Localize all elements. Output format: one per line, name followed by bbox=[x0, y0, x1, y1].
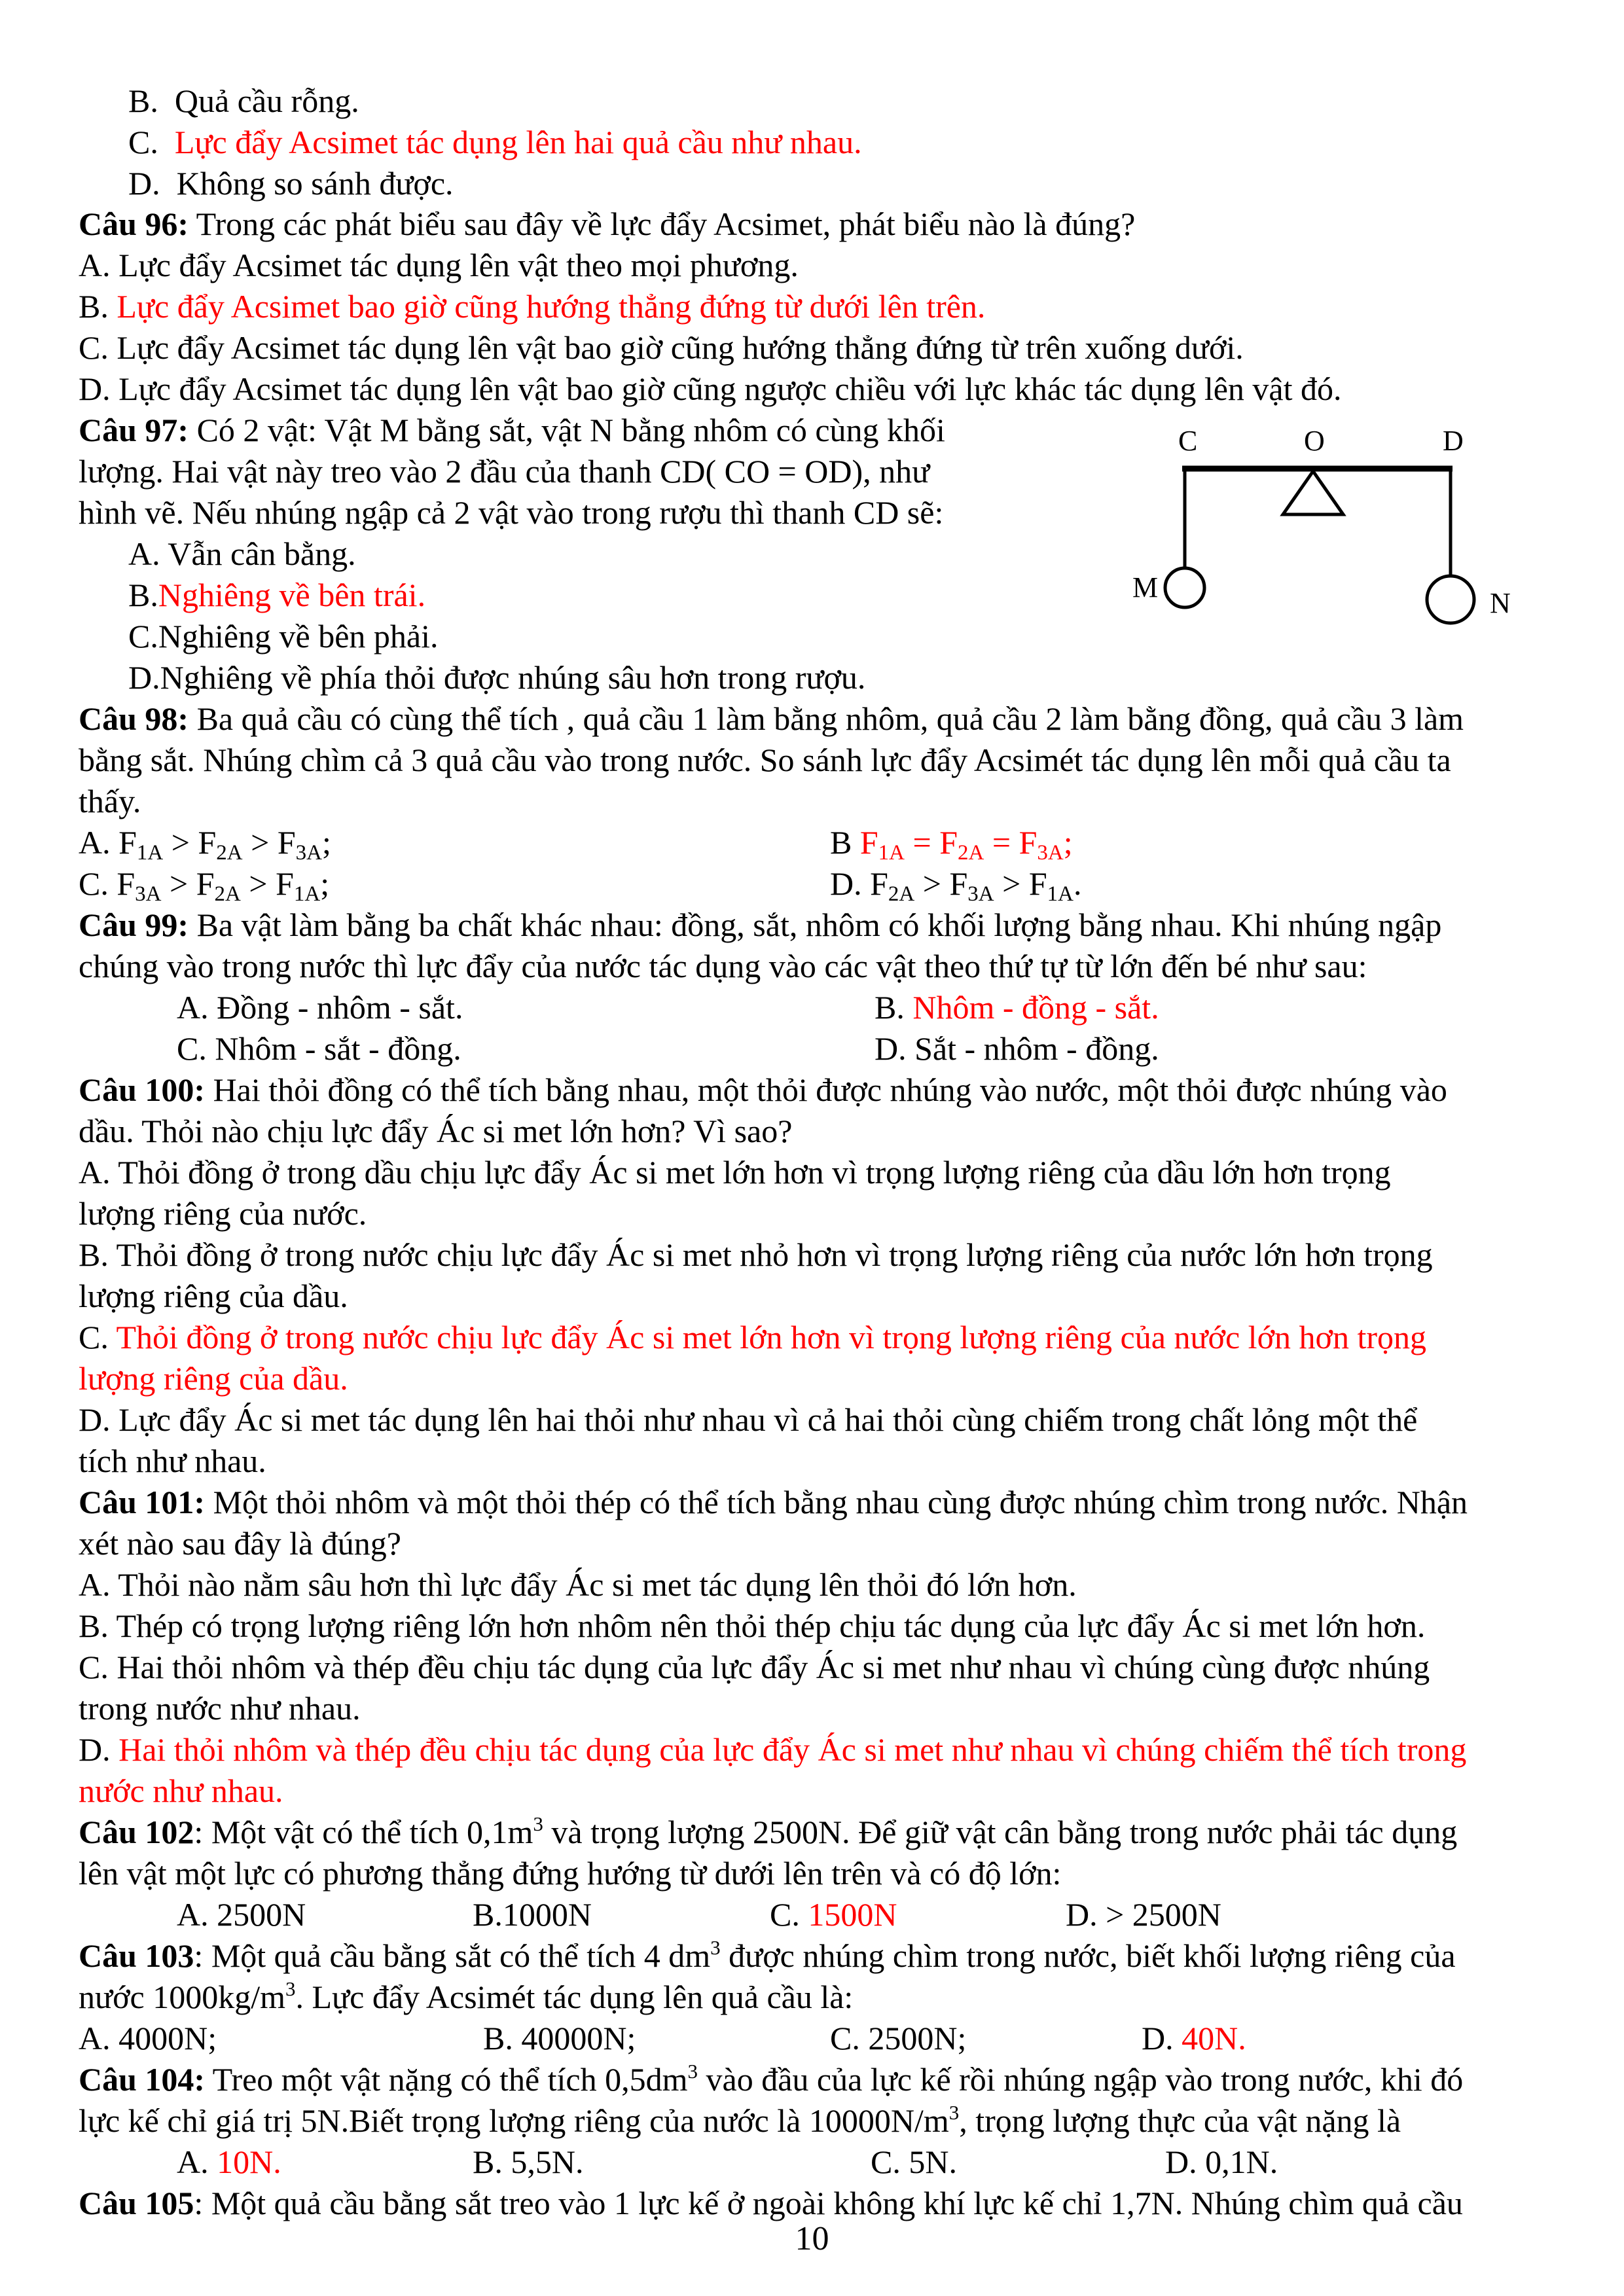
q103-label: Câu 103 bbox=[79, 1937, 194, 1974]
q99-label: Câu 99: bbox=[79, 906, 189, 943]
q104-label: Câu 104: bbox=[79, 2061, 206, 2098]
diagram-fulcrum bbox=[1283, 471, 1343, 514]
q96-label: Câu 96: bbox=[79, 206, 189, 242]
q95-option-c: C. Lực đẩy Acsimet tác dụng lên hai quả cầu như nhau. bbox=[128, 124, 862, 160]
q100-stem-2: dầu. Thỏi nào chịu lực đẩy Ác si met lớn hơn? Vì sao? bbox=[79, 1113, 793, 1149]
diagram-ball-m bbox=[1165, 568, 1204, 607]
q97-option-a: A. Vẫn cân bằng. bbox=[128, 535, 356, 572]
q103-stem-2: nước $1000kg/m^3$. Lực đẩy Acsimét tác dụng lên quả cầu là: bbox=[79, 1977, 854, 2015]
q104-option-c: C. 5N. bbox=[871, 2144, 957, 2180]
q100-option-a-1: A. Thỏi đồng ở trong dầu chịu lực đẩy Ác si met lớn hơn vì trọng lượng riêng của dầu lớn hơn trọng bbox=[79, 1154, 1391, 1191]
q101-option-d-1: D. Hai thỏi nhôm và thép đều chịu tác dụng của lực đẩy Ác si met như nhau vì chúng chiếm thể tích trong bbox=[79, 1731, 1467, 1768]
q99-option-b: B. Nhôm - đồng - sắt. bbox=[875, 989, 1159, 1026]
q101-option-c-2: trong nước như nhau. bbox=[79, 1690, 361, 1727]
q103-stem-1: Câu 103: Một quả cầu bằng sắt có thể tích 4 $dm^3$ được nhúng chìm trong nước, biết khối lượng riêng của bbox=[79, 1935, 1456, 1974]
q97-stem-1: Câu 97: Có 2 vật: Vật M bằng sắt, vật N bằng nhôm có cùng khối bbox=[79, 412, 945, 448]
q98-option-b: B $F_{1A} = F_{2A} = F_{3A}$; bbox=[830, 824, 1073, 865]
q98-option-c: C. $F_{3A} > F_{2A} > F_{1A}$; bbox=[79, 865, 330, 906]
diagram-label-d: D bbox=[1443, 425, 1464, 457]
q95-option-d: D. Không so sánh được. bbox=[128, 165, 454, 202]
q103-option-c: C. 2500N; bbox=[830, 2020, 967, 2056]
q101-stem-2: xét nào sau đây là đúng? bbox=[79, 1525, 401, 1562]
diagram-label-n: N bbox=[1490, 587, 1511, 619]
q101-option-b: B. Thép có trọng lượng riêng lớn hơn nhôm nên thỏi thép chịu tác dụng của lực đẩy Ác si met lớn hơn. bbox=[79, 1607, 1426, 1644]
q99-stem-1: Câu 99: Ba vật làm bằng ba chất khác nhau: đồng, sắt, nhôm có khối lượng bằng nhau. Khi nhúng ngập bbox=[79, 906, 1442, 943]
q100-option-b-2: lượng riêng của dầu. bbox=[79, 1278, 348, 1314]
q103-option-a: A. 4000N; bbox=[79, 2020, 217, 2056]
q102-option-c: C. 1500N bbox=[770, 1896, 897, 1933]
q102-option-b: B.1000N bbox=[473, 1896, 592, 1933]
q100-option-d-2: tích như nhau. bbox=[79, 1443, 266, 1479]
q104-stem-2: lực kế chỉ giá trị 5N.Biết trọng lượng riêng của nước là $10000N/m^3$, trọng lượng thực của vật nặng là bbox=[79, 2100, 1401, 2139]
q105-label: Câu 105 bbox=[79, 2185, 194, 2221]
q100-option-a-2: lượng riêng của nước. bbox=[79, 1195, 367, 1232]
page-number: 10 bbox=[795, 2220, 829, 2257]
q98-stem-1: Câu 98: Ba quả cầu có cùng thể tích , quả cầu 1 làm bằng nhôm, quả cầu 2 làm bằng đồng, quả cầu 3 làm bbox=[79, 700, 1464, 737]
q96-option-b: B. Lực đẩy Acsimet bao giờ cũng hướng thẳng đứng từ dưới lên trên. bbox=[79, 288, 986, 325]
q99-stem-2: chúng vào trong nước thì lực đẩy của nước tác dụng vào các vật theo thứ tự từ lớn đến bé như sau: bbox=[79, 948, 1367, 984]
q104-option-d: D. 0,1N. bbox=[1165, 2144, 1278, 2180]
q98-label: Câu 98: bbox=[79, 700, 189, 737]
q100-option-c-1: C. Thỏi đồng ở trong nước chịu lực đẩy Ác si met lớn hơn vì trọng lượng riêng của nước lớn hơn trọng bbox=[79, 1319, 1426, 1355]
q102-stem-2: lên vật một lực có phương thẳng đứng hướng từ dưới lên trên và có độ lớn: bbox=[79, 1855, 1062, 1892]
q98-option-d: D. $F_{2A} > F_{3A} > F_{1A}$. bbox=[830, 865, 1082, 906]
q101-stem-1: Câu 101: Một thỏi nhôm và một thỏi thép có thể tích bằng nhau cùng được nhúng chìm trong nước. Nhận bbox=[79, 1484, 1468, 1520]
q97-option-c: C.Nghiêng về bên phải. bbox=[128, 618, 439, 655]
q98-option-a: A. $F_{1A} > F_{2A} > F_{3A}$; bbox=[79, 824, 331, 865]
q99-option-d: D. Sắt - nhôm - đồng. bbox=[875, 1030, 1159, 1067]
q104-stem-1: Câu 104: Treo một vật nặng có thể tích $0,5dm^3$ vào đầu của lực kế rồi nhúng ngập vào trong nước, khi đó bbox=[79, 2059, 1464, 2098]
q101-option-a: A. Thỏi nào nằm sâu hơn thì lực đẩy Ác si met tác dụng lên thỏi đó lớn hơn. bbox=[79, 1566, 1077, 1603]
diagram-label-o: O bbox=[1304, 425, 1325, 457]
q97-stem-2: lượng. Hai vật này treo vào 2 đầu của thanh CD( CO = OD), như bbox=[79, 453, 930, 490]
q99-option-c: C. Nhôm - sắt - đồng. bbox=[177, 1030, 461, 1067]
q100-stem-1: Câu 100: Hai thỏi đồng có thể tích bằng nhau, một thỏi được nhúng vào nước, một thỏi được nhúng vào bbox=[79, 1071, 1447, 1108]
q97-label: Câu 97: bbox=[79, 412, 189, 448]
q102-stem-1: Câu 102: Một vật có thể tích $0,1m^3$ và trọng lượng 2500N. Để giữ vật cân bằng trong nước phải tác dụng bbox=[79, 1812, 1458, 1850]
q101-option-d-2: nước như nhau. bbox=[79, 1772, 283, 1809]
q98-stem-2: bằng sắt. Nhúng chìm cả 3 quả cầu vào trong nước. So sánh lực đẩy Acsimét tác dụng lên mỗi quả cầu ta bbox=[79, 742, 1451, 778]
q101-label: Câu 101: bbox=[79, 1484, 206, 1520]
diagram-label-c: C bbox=[1178, 425, 1198, 457]
q102-label: Câu 102 bbox=[79, 1814, 194, 1850]
q98-stem-3: thấy. bbox=[79, 783, 141, 819]
q100-option-c-2: lượng riêng của dầu. bbox=[79, 1360, 348, 1397]
diagram-label-m: M bbox=[1132, 571, 1159, 603]
q103-option-d: D. 40N. bbox=[1142, 2020, 1246, 2056]
q105-stem-1: Câu 105: Một quả cầu bằng sắt treo vào 1 lực kế ở ngoài không khí lực kế chỉ 1,7N. Nhúng chìm quả cầu bbox=[79, 2185, 1463, 2221]
q99-option-a: A. Đồng - nhôm - sắt. bbox=[177, 989, 463, 1026]
q96-option-d: D. Lực đẩy Acsimet tác dụng lên vật bao giờ cũng ngược chiều với lực khác tác dụng lên vật đó. bbox=[79, 370, 1342, 407]
q100-label: Câu 100: bbox=[79, 1071, 206, 1108]
q96-option-a: A. Lực đẩy Acsimet tác dụng lên vật theo mọi phương. bbox=[79, 247, 799, 283]
q100-option-d-1: D. Lực đẩy Ác si met tác dụng lên hai thỏi như nhau vì cả hai thỏi cùng chiếm trong chất lỏng một thể bbox=[79, 1401, 1418, 1438]
q102-option-a: A. 2500N bbox=[177, 1896, 306, 1933]
q101-option-c-1: C. Hai thỏi nhôm và thép đều chịu tác dụng của lực đẩy Ác si met như nhau vì chúng cùng được nhúng bbox=[79, 1649, 1430, 1685]
q97-option-b: B.Nghiêng về bên trái. bbox=[128, 577, 426, 613]
q97-option-d: D.Nghiêng về phía thỏi được nhúng sâu hơn trong rượu. bbox=[128, 659, 866, 696]
q104-option-a: A. 10N. bbox=[177, 2144, 281, 2180]
q95-option-b: B. Quả cầu rỗng. bbox=[128, 82, 359, 119]
q104-option-b: B. 5,5N. bbox=[473, 2144, 584, 2180]
q97-stem-3: hình vẽ. Nếu nhúng ngập cả 2 vật vào trong rượu thì thanh CD sẽ: bbox=[79, 494, 944, 531]
q96-stem: Câu 96: Trong các phát biểu sau đây về lực đẩy Acsimet, phát biểu nào là đúng? bbox=[79, 206, 1136, 242]
q100-option-b-1: B. Thỏi đồng ở trong nước chịu lực đẩy Ác si met nhỏ hơn vì trọng lượng riêng của nước lớn hơn trọng bbox=[79, 1236, 1433, 1273]
q96-option-c: C. Lực đẩy Acsimet tác dụng lên vật bao giờ cũng hướng thẳng đứng từ trên xuống dưới. bbox=[79, 329, 1244, 366]
diagram-ball-n bbox=[1427, 576, 1474, 623]
q102-option-d: D. > 2500N bbox=[1066, 1896, 1221, 1933]
lever-balance-diagram bbox=[1106, 419, 1511, 635]
q103-option-b: B. 40000N; bbox=[483, 2020, 636, 2056]
